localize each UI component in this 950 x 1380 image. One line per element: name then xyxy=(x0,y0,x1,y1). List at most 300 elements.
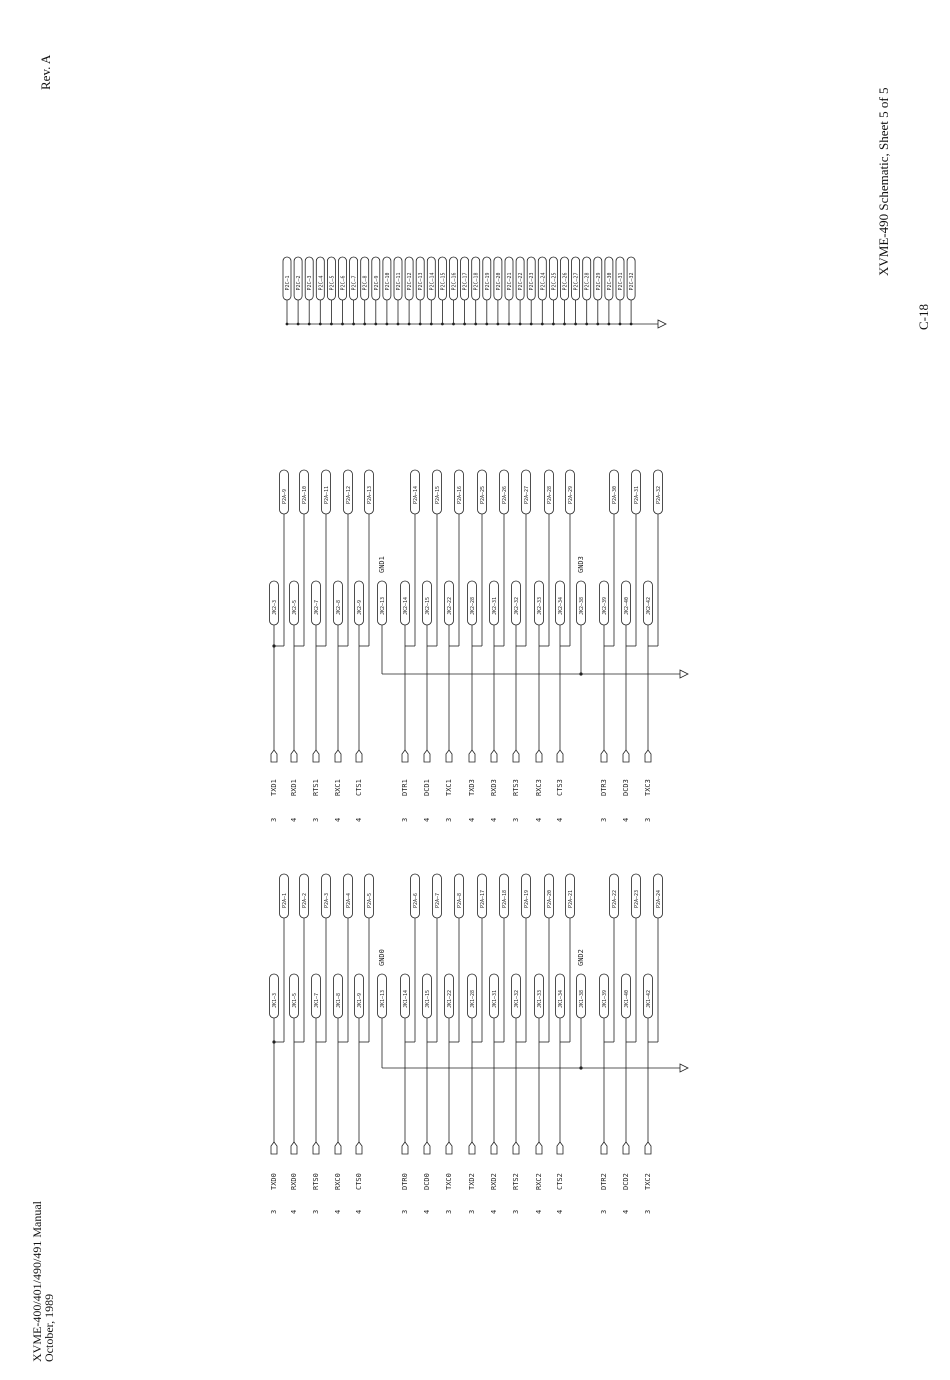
jk-pin-txd2-label: JK1—28 xyxy=(470,989,476,1008)
jk-pin-txd0-label: JK1—3 xyxy=(272,992,278,1008)
port-connector-rxc2 xyxy=(536,1142,542,1154)
jk-pin-dcd2 xyxy=(622,974,631,1018)
jk-pin-txc0 xyxy=(445,974,454,1018)
p2c-pin xyxy=(361,257,369,300)
p2c-pin xyxy=(372,257,380,300)
p2c-junction xyxy=(596,323,599,326)
pin-number-dcd2: 4 xyxy=(622,1209,630,1214)
p2a-pin-cts1 xyxy=(365,470,374,514)
p2c-pin xyxy=(461,257,469,300)
p2a-pin-rxd2 xyxy=(500,874,509,918)
p2c-pin-label: P2C—26 xyxy=(562,272,569,291)
port-connector-dtr3 xyxy=(601,750,607,762)
signal-label-rxd1: RXD1 xyxy=(290,779,298,796)
jk-pin-txd3 xyxy=(468,581,477,625)
p2a-pin-txc2 xyxy=(654,874,663,918)
pin-number-txc2: 3 xyxy=(644,1209,652,1214)
p2c-pin-label: P2C—23 xyxy=(529,272,536,291)
p2a-pin-dcd3-label: P2A—31 xyxy=(634,485,640,504)
top_block-ground-arrow xyxy=(680,670,688,678)
p2a-pin-rxc0 xyxy=(344,874,353,918)
p2c-pin xyxy=(339,257,347,300)
p2a-pin-cts2-label: P2A—21 xyxy=(568,889,574,908)
pin-number-rxd3: 4 xyxy=(490,817,498,822)
p2a-pin-rts2-label: P2A—19 xyxy=(524,889,530,908)
jk-pin-rxc2-label: JK1—33 xyxy=(537,989,543,1008)
p2c-pin-label: P2C—16 xyxy=(451,272,458,291)
p2a-pin-rxc1 xyxy=(344,470,353,514)
p2c-pin xyxy=(383,257,391,300)
p2a-pin-rxc3 xyxy=(545,470,554,514)
p2a-pin-rts3 xyxy=(522,470,531,514)
jk-pin-rxc3 xyxy=(535,581,544,625)
manual-date: October, 1989 xyxy=(42,1293,56,1362)
p2c-pin-label: P2C—18 xyxy=(473,272,480,291)
jk-pin-dtr0 xyxy=(401,974,410,1018)
pin-number-rxc2: 4 xyxy=(535,1209,543,1214)
serial-ports-0-2-block xyxy=(270,874,689,1214)
p2c-junction xyxy=(630,323,633,326)
jk-pin-cts3 xyxy=(556,581,565,625)
p2a-pin-dcd1 xyxy=(433,470,442,514)
p2a-pin-txd2 xyxy=(478,874,487,918)
jk-pin-cts1-label: JK2—9 xyxy=(357,599,363,615)
p2c-pin xyxy=(494,257,502,300)
port-connector-rxc1 xyxy=(335,750,341,762)
p2c-pin xyxy=(327,257,335,300)
port-connector-txd3 xyxy=(469,750,475,762)
port-connector-txd2 xyxy=(469,1142,475,1154)
p2c-junction xyxy=(374,323,377,326)
p2c-pin-label: P2C—22 xyxy=(518,272,525,291)
jk-pin-rts2 xyxy=(512,974,521,1018)
pin-number-rxc1: 4 xyxy=(334,817,342,822)
p2c-pin xyxy=(572,257,580,300)
top_block-gnd_a-jk-pin xyxy=(378,581,387,625)
p2c-pin-label: P2C—1 xyxy=(285,275,291,291)
p2a-pin-rxd2-label: P2A—18 xyxy=(502,889,508,908)
jk-pin-rts3 xyxy=(512,581,521,625)
pin-number-cts0: 4 xyxy=(355,1209,363,1214)
jk-pin-dtr2 xyxy=(600,974,609,1018)
p2a-pin-dtr0-label: P2A—6 xyxy=(413,892,419,908)
signal-label-rxc3: RXC3 xyxy=(535,779,543,796)
p2a-pin-rxc2 xyxy=(545,874,554,918)
bottom_block-gnd_a-label: GND0 xyxy=(378,949,386,966)
signal-label-dtr2: DTR2 xyxy=(600,1173,608,1190)
p2c-junction xyxy=(508,323,511,326)
port-connector-rxc0 xyxy=(335,1142,341,1154)
p2c-pin-label: P2C—25 xyxy=(551,272,558,291)
p2c-pin-label: P2C—9 xyxy=(373,275,380,291)
pin-number-dtr1: 3 xyxy=(401,817,409,822)
p2c-pin-label: P2C—10 xyxy=(384,272,391,291)
p2c-pin xyxy=(438,257,446,300)
port-connector-txc0 xyxy=(446,1142,452,1154)
p2c-pin-label: P2C—15 xyxy=(440,272,447,291)
p2c-junction xyxy=(608,323,611,326)
port-connector-rxd2 xyxy=(491,1142,497,1154)
p2c-junction xyxy=(619,323,622,326)
port-connector-rxd1 xyxy=(291,750,297,762)
jk-pin-rts0-label: JK1—7 xyxy=(314,992,320,1008)
p2c-pin xyxy=(405,257,413,300)
signal-label-rxc0: RXC0 xyxy=(334,1173,342,1190)
p2a-pin-txd1-label: P2A—9 xyxy=(282,488,288,504)
top_block-bus-junction xyxy=(579,672,582,675)
p2c-pin-label: P2C—6 xyxy=(340,275,347,291)
jk-pin-txd3-label: JK2—28 xyxy=(470,596,476,615)
jk-pin-dtr1 xyxy=(401,581,410,625)
port-connector-rts0 xyxy=(313,1142,319,1154)
p2c-pin-label: P2C—14 xyxy=(429,272,436,291)
p2c-junction xyxy=(585,323,588,326)
signal-label-dtr0: DTR0 xyxy=(401,1173,409,1190)
jk-pin-rxc3-label: JK2—33 xyxy=(537,596,543,615)
pin-number-rxd1: 4 xyxy=(290,817,298,822)
jk-pin-dcd3 xyxy=(622,581,631,625)
p2a-pin-rts1 xyxy=(322,470,331,514)
p2c-pin-label: P2C—8 xyxy=(362,275,369,291)
jk-pin-dcd2-label: JK1—40 xyxy=(624,989,630,1008)
p2c-pin-label: P2C—12 xyxy=(407,272,414,291)
p2c-junction xyxy=(352,323,355,326)
p2a-pin-rts2 xyxy=(522,874,531,918)
jk-pin-rxc0 xyxy=(334,974,343,1018)
jk-pin-dcd0 xyxy=(423,974,432,1018)
signal-label-rts3: RTS3 xyxy=(512,779,520,796)
port-connector-txc2 xyxy=(645,1142,651,1154)
jk-pin-rts2-label: JK1—32 xyxy=(514,989,520,1008)
p2c-junction xyxy=(519,323,522,326)
p2c-pin-label: P2C—29 xyxy=(595,272,602,291)
revision-label: Rev. A xyxy=(38,54,53,90)
jk-pin-rxd1-label: JK2—5 xyxy=(292,599,298,615)
pin-number-dtr2: 3 xyxy=(600,1209,608,1214)
p2c-junction xyxy=(563,323,566,326)
jk-pin-rxc2 xyxy=(535,974,544,1018)
p2a-pin-rxd3-label: P2A—26 xyxy=(502,485,508,504)
signal-label-txd0: TXD0 xyxy=(270,1173,278,1190)
signal-label-dcd3: DCD3 xyxy=(622,779,630,796)
p2a-pin-txc1-label: P2A—16 xyxy=(457,485,463,504)
p2a-pin-dcd0 xyxy=(433,874,442,918)
signal-label-dcd1: DCD1 xyxy=(423,779,431,796)
p2c-bus-arrow xyxy=(658,320,666,328)
jk-pin-cts3-label: JK2—34 xyxy=(558,596,564,615)
port-connector-dtr2 xyxy=(601,1142,607,1154)
pin-number-dcd3: 4 xyxy=(622,817,630,822)
p2c-pin xyxy=(394,257,402,300)
p2a-pin-rxd3 xyxy=(500,470,509,514)
p2c-junction xyxy=(419,323,422,326)
p2c-junction xyxy=(552,323,555,326)
pin-number-txc0: 3 xyxy=(445,1209,453,1214)
pin-number-txd2: 3 xyxy=(468,1209,476,1214)
top_block-gnd_b-jk-pin xyxy=(577,581,586,625)
signal-label-txd1: TXD1 xyxy=(270,779,278,796)
p2a-pin-dtr1-label: P2A—14 xyxy=(413,485,419,504)
p2c-junction xyxy=(452,323,455,326)
signal-label-dcd2: DCD2 xyxy=(622,1173,630,1190)
p2a-pin-dtr3-label: P2A—30 xyxy=(612,485,618,504)
p2c-pin xyxy=(538,257,546,300)
p2c-pin-label: P2C—24 xyxy=(540,272,547,291)
p2c-junction xyxy=(530,323,533,326)
jk-pin-cts0 xyxy=(355,974,364,1018)
port-connector-rxd0 xyxy=(291,1142,297,1154)
jk-pin-rxc1-label: JK2—8 xyxy=(336,599,342,615)
p2a-pin-txd2-label: P2A—17 xyxy=(480,889,486,908)
port-connector-rxd3 xyxy=(491,750,497,762)
pin-number-rxc3: 4 xyxy=(535,817,543,822)
jk-pin-cts2 xyxy=(556,974,565,1018)
p2c-pin-label: P2C—32 xyxy=(629,272,636,291)
pin-number-dtr0: 3 xyxy=(401,1209,409,1214)
pin-number-rts3: 3 xyxy=(512,817,520,822)
signal-label-cts3: CTS3 xyxy=(556,779,564,796)
pin-number-rxd0: 4 xyxy=(290,1209,298,1214)
jk-pin-txc2 xyxy=(644,974,653,1018)
sheet-title: XVME-490 Schematic, Sheet 5 of 5 xyxy=(876,87,891,276)
jk-pin-rts1 xyxy=(312,581,321,625)
jk-pin-rxd2-label: JK1—31 xyxy=(492,989,498,1008)
p2a-pin-cts3 xyxy=(566,470,575,514)
p2a-pin-rxc1-label: P2A—12 xyxy=(346,485,352,504)
pin-number-txc3: 3 xyxy=(644,817,652,822)
signal-label-dtr3: DTR3 xyxy=(600,779,608,796)
signal-label-dtr1: DTR1 xyxy=(401,779,409,796)
jk-pin-dtr1-label: JK2—14 xyxy=(403,596,409,615)
port-connector-txc1 xyxy=(446,750,452,762)
signal-label-rxd0: RXD0 xyxy=(290,1173,298,1190)
p2c-junction xyxy=(408,323,411,326)
signal-label-rts1: RTS1 xyxy=(312,779,320,796)
p2a-pin-rxc3-label: P2A—28 xyxy=(547,485,553,504)
jk-pin-rxd1 xyxy=(290,581,299,625)
p2c-junction xyxy=(341,323,344,326)
signal-label-rts0: RTS0 xyxy=(312,1173,320,1190)
p2a-pin-rxd0 xyxy=(300,874,309,918)
pin-number-rts2: 3 xyxy=(512,1209,520,1214)
bottom_block-gnd_b-jk-pin-label: JK1—38 xyxy=(579,989,585,1008)
p2c-pin-label: P2C—20 xyxy=(495,272,502,291)
page-number: C-18 xyxy=(916,304,931,330)
p2a-pin-cts2 xyxy=(566,874,575,918)
manual-title: XVME-400/401/490/491 Manual xyxy=(30,1201,44,1362)
top_block-gnd_a-jk-pin-label: JK2—13 xyxy=(380,596,386,615)
jk-pin-txc2-label: JK1—42 xyxy=(646,989,652,1008)
p2c-junction xyxy=(397,323,400,326)
p2c-junction xyxy=(497,323,500,326)
jk-pin-txc3-label: JK2—42 xyxy=(646,596,652,615)
p2c-pin xyxy=(505,257,513,300)
bottom_block-ground-arrow xyxy=(680,1064,688,1072)
pin-number-rxd2: 4 xyxy=(490,1209,498,1214)
signal-label-cts0: CTS0 xyxy=(355,1173,363,1190)
p2c-junction xyxy=(485,323,488,326)
pin-number-rts0: 3 xyxy=(312,1209,320,1214)
signal-label-cts1: CTS1 xyxy=(355,779,363,796)
port-connector-dtr0 xyxy=(402,1142,408,1154)
top_block-gnd_b-jk-pin-label: JK2—38 xyxy=(579,596,585,615)
signal-label-rts2: RTS2 xyxy=(512,1173,520,1190)
pin-number-cts2: 4 xyxy=(556,1209,564,1214)
p2c-ground-bus xyxy=(283,257,666,328)
signal-label-txc0: TXC0 xyxy=(445,1173,453,1190)
serial-ports-1-3-block xyxy=(270,470,689,822)
p2c-pin xyxy=(516,257,524,300)
top_block-gnd_a-label: GND1 xyxy=(378,556,386,573)
p2c-junction xyxy=(319,323,322,326)
p2a-pin-txd0 xyxy=(280,874,289,918)
junction-dot xyxy=(272,644,275,647)
p2a-pin-dtr2-label: P2A—22 xyxy=(612,889,618,908)
signal-label-txd3: TXD3 xyxy=(468,779,476,796)
pin-number-txc1: 3 xyxy=(445,817,453,822)
p2a-pin-dcd1-label: P2A—15 xyxy=(435,485,441,504)
jk-pin-dcd0-label: JK1—15 xyxy=(425,989,431,1008)
pin-number-rts1: 3 xyxy=(312,817,320,822)
jk-pin-dcd3-label: JK2—40 xyxy=(624,596,630,615)
jk-pin-dtr2-label: JK1—39 xyxy=(602,989,608,1008)
p2a-pin-dtr1 xyxy=(411,470,420,514)
top_block-gnd_b-label: GND3 xyxy=(577,556,585,573)
p2c-pin xyxy=(294,257,302,300)
p2c-pin-label: P2C—30 xyxy=(606,272,613,291)
p2a-pin-dcd0-label: P2A—7 xyxy=(435,892,441,908)
p2c-pin xyxy=(561,257,569,300)
p2c-pin-label: P2C—7 xyxy=(351,275,358,291)
pin-number-rxc0: 4 xyxy=(334,1209,342,1214)
jk-pin-txc1 xyxy=(445,581,454,625)
p2a-pin-rxd1-label: P2A—10 xyxy=(302,485,308,504)
jk-pin-rxd2 xyxy=(490,974,499,1018)
p2c-junction xyxy=(574,323,577,326)
p2a-pin-txc3 xyxy=(654,470,663,514)
pin-number-txd0: 3 xyxy=(270,1209,278,1214)
p2a-pin-rts0 xyxy=(322,874,331,918)
signal-label-txc2: TXC2 xyxy=(644,1173,652,1190)
p2a-pin-txc0 xyxy=(455,874,464,918)
p2a-pin-dcd3 xyxy=(632,470,641,514)
signal-label-rxd2: RXD2 xyxy=(490,1173,498,1190)
jk-pin-txd0 xyxy=(270,974,279,1018)
p2c-pin xyxy=(583,257,591,300)
p2c-pin xyxy=(616,257,624,300)
port-connector-dcd3 xyxy=(623,750,629,762)
port-connector-rts3 xyxy=(513,750,519,762)
p2c-junction xyxy=(363,323,366,326)
p2c-pin-label: P2C—27 xyxy=(573,272,580,291)
p2c-junction xyxy=(463,323,466,326)
jk-pin-dtr3-label: JK2—39 xyxy=(602,596,608,615)
port-connector-rts1 xyxy=(313,750,319,762)
pin-number-cts1: 4 xyxy=(355,817,363,822)
p2c-pin-label: P2C—2 xyxy=(296,275,303,291)
p2a-pin-txd3-label: P2A—25 xyxy=(480,485,486,504)
jk-pin-rts1-label: JK2—7 xyxy=(314,599,320,615)
port-connector-rts2 xyxy=(513,1142,519,1154)
p2c-pin-label: P2C—31 xyxy=(618,272,624,291)
p2c-pin xyxy=(483,257,491,300)
p2c-pin-label: P2C—17 xyxy=(462,272,469,291)
p2a-pin-rts1-label: P2A—11 xyxy=(324,485,330,504)
p2c-pin xyxy=(350,257,358,300)
port-connector-cts3 xyxy=(557,750,563,762)
p2c-pin-label: P2C—19 xyxy=(484,272,491,291)
p2c-pin xyxy=(283,257,291,300)
jk-pin-txd2 xyxy=(468,974,477,1018)
p2c-pin xyxy=(605,257,613,300)
p2c-pin-label: P2C—4 xyxy=(318,275,325,291)
port-connector-txc3 xyxy=(645,750,651,762)
jk-pin-rxd0 xyxy=(290,974,299,1018)
p2a-pin-cts3-label: P2A—29 xyxy=(568,485,574,504)
p2a-pin-txd3 xyxy=(478,470,487,514)
p2c-pin xyxy=(450,257,458,300)
p2a-pin-rxc0-label: P2A—4 xyxy=(346,892,352,908)
pin-number-dcd1: 4 xyxy=(423,817,431,822)
pin-number-dcd0: 4 xyxy=(423,1209,431,1214)
p2a-pin-rxc2-label: P2A—20 xyxy=(547,889,553,908)
jk-pin-txc1-label: JK2—22 xyxy=(447,596,453,615)
jk-pin-dcd1 xyxy=(423,581,432,625)
jk-pin-rxd3-label: JK2—31 xyxy=(492,596,498,615)
p2c-junction xyxy=(474,323,477,326)
signal-label-cts2: CTS2 xyxy=(556,1173,564,1190)
p2a-pin-txd0-label: P2A—1 xyxy=(282,892,288,908)
pin-number-txd3: 4 xyxy=(468,817,476,822)
p2a-pin-rxd1 xyxy=(300,470,309,514)
bottom_block-gnd_a-jk-pin-label: JK1—13 xyxy=(380,989,386,1008)
p2c-pin xyxy=(316,257,324,300)
p2a-pin-rts3-label: P2A—27 xyxy=(524,485,530,504)
p2c-pin-label: P2C—13 xyxy=(418,272,425,291)
p2c-junction xyxy=(430,323,433,326)
port-connector-rxc3 xyxy=(536,750,542,762)
p2a-pin-txc0-label: P2A—8 xyxy=(457,892,463,908)
port-connector-cts1 xyxy=(356,750,362,762)
port-connector-dtr1 xyxy=(402,750,408,762)
jk-pin-txc0-label: JK1—22 xyxy=(447,989,453,1008)
p2a-pin-cts0-label: P2A—5 xyxy=(367,892,373,908)
p2a-pin-txd1 xyxy=(280,470,289,514)
jk-pin-dcd1-label: JK2—15 xyxy=(425,596,431,615)
jk-pin-rxc0-label: JK1—8 xyxy=(336,992,342,1008)
p2c-pin xyxy=(305,257,313,300)
jk-pin-dtr3 xyxy=(600,581,609,625)
jk-pin-txc3 xyxy=(644,581,653,625)
jk-pin-cts1 xyxy=(355,581,364,625)
jk-pin-rxd3 xyxy=(490,581,499,625)
port-connector-dcd0 xyxy=(424,1142,430,1154)
p2c-junction xyxy=(541,323,544,326)
p2c-pin xyxy=(472,257,480,300)
p2a-pin-dcd2 xyxy=(632,874,641,918)
p2c-pin-label: P2C—5 xyxy=(329,275,336,291)
p2a-pin-dcd2-label: P2A—23 xyxy=(634,889,640,908)
signal-label-dcd0: DCD0 xyxy=(423,1173,431,1190)
p2c-pin-label: P2C—28 xyxy=(584,272,591,291)
p2a-pin-txc3-label: P2A—32 xyxy=(656,485,662,504)
port-connector-dcd1 xyxy=(424,750,430,762)
pin-number-txd1: 3 xyxy=(270,817,278,822)
p2c-pin xyxy=(627,257,635,300)
jk-pin-rxd0-label: JK1—5 xyxy=(292,992,298,1008)
p2a-pin-txc1 xyxy=(455,470,464,514)
signal-label-txd2: TXD2 xyxy=(468,1173,476,1190)
